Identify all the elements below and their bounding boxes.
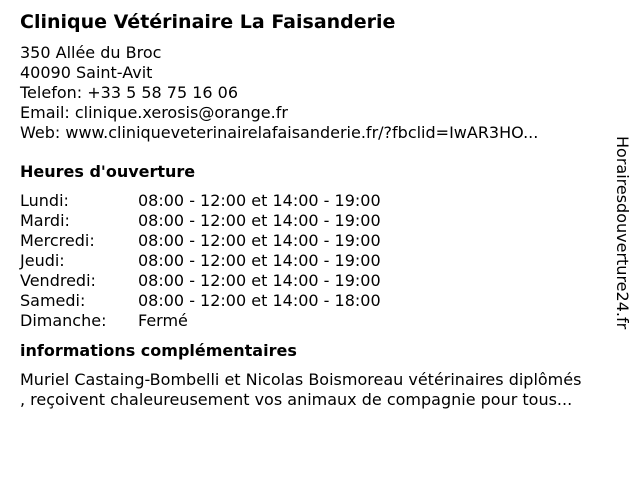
hours-row-sunday bbox=[20, 311, 620, 331]
day-label: Jeudi: bbox=[20, 251, 65, 270]
time-range: Fermé bbox=[138, 311, 188, 330]
hours-row-saturday bbox=[20, 291, 620, 311]
email-address[interactable]: Email: clinique.xerosis@orange.fr bbox=[20, 103, 288, 122]
day-label: Dimanche: bbox=[20, 311, 107, 330]
info-line-2: , reçoivent chaleureusement vos animaux de compagnie pour tous... bbox=[20, 390, 573, 409]
hours-row-monday bbox=[20, 191, 620, 211]
website-link[interactable]: Web: www.cliniqueveterinairelafaisanderie.fr/?fbclid=IwAR3HO... bbox=[20, 123, 539, 142]
day-label: Mardi: bbox=[20, 211, 70, 230]
additional-info-heading: informations complémentaires bbox=[20, 341, 297, 360]
time-range: 08:00 - 12:00 et 14:00 - 19:00 bbox=[138, 251, 381, 270]
day-label: Samedi: bbox=[20, 291, 86, 310]
opening-hours-heading: Heures d'ouverture bbox=[20, 162, 196, 181]
city-address: 40090 Saint-Avit bbox=[20, 63, 153, 82]
day-label: Lundi: bbox=[20, 191, 69, 210]
day-label: Vendredi: bbox=[20, 271, 96, 290]
contact-block bbox=[20, 43, 620, 143]
opening-hours-table bbox=[20, 191, 620, 331]
time-range: 08:00 - 12:00 et 14:00 - 19:00 bbox=[138, 271, 381, 290]
info-line-1: Muriel Castaing-Bombelli et Nicolas Boismoreau vétérinaires diplômés bbox=[20, 370, 582, 389]
business-card bbox=[20, 10, 620, 410]
hours-row-thursday bbox=[20, 251, 620, 271]
phone-number[interactable]: Telefon: +33 5 58 75 16 06 bbox=[20, 83, 239, 102]
time-range: 08:00 - 12:00 et 14:00 - 18:00 bbox=[138, 291, 381, 310]
site-watermark: Horairesdouverture24.fr bbox=[613, 136, 632, 330]
time-range: 08:00 - 12:00 et 14:00 - 19:00 bbox=[138, 231, 381, 250]
hours-row-wednesday bbox=[20, 231, 620, 251]
hours-row-friday bbox=[20, 271, 620, 291]
street-address: 350 Allée du Broc bbox=[20, 43, 162, 62]
additional-info-text bbox=[20, 370, 630, 410]
time-range: 08:00 - 12:00 et 14:00 - 19:00 bbox=[138, 211, 381, 230]
time-range: 08:00 - 12:00 et 14:00 - 19:00 bbox=[138, 191, 381, 210]
business-name: Clinique Vétérinaire La Faisanderie bbox=[20, 11, 396, 33]
hours-row-tuesday bbox=[20, 211, 620, 231]
day-label: Mercredi: bbox=[20, 231, 95, 250]
